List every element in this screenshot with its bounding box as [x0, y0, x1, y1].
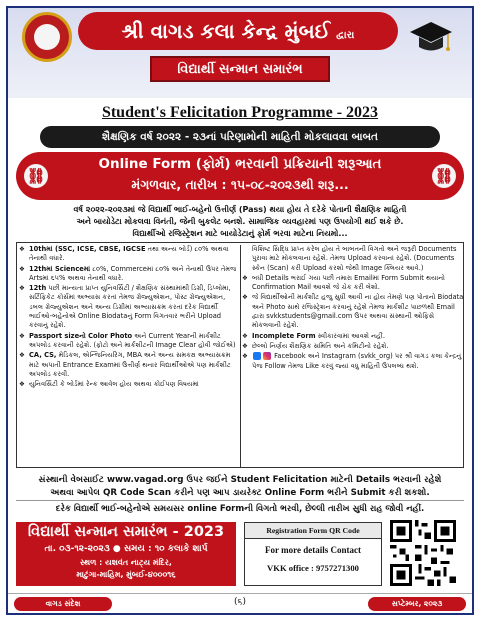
- intro-text: [18, 204, 462, 240]
- event-date-time: તા. ૦૩-૧૨-૨૦૨૩ ● સમય : ૧૦ કલાકે શાર્પ: [44, 544, 208, 554]
- info-bar: શૈક્ષણિક વર્ષ ૨૦૨૨ - ૨૩નાં પરિણામોની માહિતી મોકલાવવા બાબત: [40, 126, 440, 148]
- organization-logo: [22, 12, 72, 62]
- footer-date: સપ્ટેમ્બર, ૨૦૨૩: [368, 597, 466, 611]
- rules-box: [16, 242, 464, 468]
- website-note-line1: સંસ્થાની વેબસાઈટ www.vagad.org ઉપર જઈને Student Felicitation માટેની Details ભરવાની રહેશે: [38, 475, 442, 485]
- rule-item: ❖ 12th પછી માન્યતા પ્રાપ્ત યુનિવર્સિટી / શૈક્ષણિક સંસ્થામાંથી ડિગ્રી, ડિપ્લોમા, સર્ટિફિકેટ કોર્સમાં અભ્યાસ કરતાં તેમજ ગ્રેજ્યુએશન, પોસ્ટ ગ્રેજ્યુએશન, ડબલ ગ્રેજ્યુએશન અને અન્ય ડિગ્રીમાં અભ્યાસક્રમ કરતાં દરેક વિદ્યાર્થી ભાઈઓ-બહેનોએ Online Biodataનું Form વિગતવાર ભરીને Upload કરવાનું રહેશે.: [19, 284, 240, 330]
- ceremony-title: વિદ્યાર્થી સન્માન સમારંભ: [150, 56, 330, 82]
- instagram-icon: [263, 352, 271, 360]
- rule-item: ❖ Passport sizeનો Color Photo અને Current Yearની માર્કશીટ અપલોડ કરવાની રહેશે. (ફોટો અને માર્કશીટની Image Clear હોવી જોઈએ): [19, 332, 240, 351]
- organization-suffix: દ્વારા: [336, 29, 355, 41]
- rule-item: ❖ છેલ્લો નિર્ણય શૈક્ષણિક સમિતિ અને કમિટીનો રહેશે.: [242, 342, 464, 351]
- online-banner-line1: Online Form (ફોર્મ) ભરવાની પ્રક્રિયાની શરૂઆત: [98, 156, 382, 172]
- contact-line2: VKK office : 9757271300: [267, 563, 359, 573]
- online-form-banner: [16, 152, 464, 200]
- registration-qr-code[interactable]: [390, 520, 456, 586]
- website-note: [16, 474, 464, 500]
- intro-line1: વર્ષ ૨૦૨૨-૨૦૨૩માં જે વિદ્યાર્થી ભાઈ-બહેનો ઉત્તીર્ણ (Pass) થયા હોય તે દરેકે પોતાની શૈક્ષણિક માહિતી: [73, 205, 407, 214]
- website-note-line2: અથવા આપેલ QR Code Scan કરીને પણ આપ ડાયરેક્ટ Online Form ભરીને Submit કરી શકશો.: [50, 488, 430, 498]
- rule-item: વિશિષ્ટ સિદ્ધિ પ્રાપ્ત કરેલ હોય તે બાબતની વિગતો અને જરૂરી Documents પુરાવા માટે મોકલવાના રહેશે. તેમજ Upload કરવાનાં રહેશે. (Documents સ્કેન (Scan) કરી Upload કરશો જેથી Image ક્લિયર આવે.): [252, 245, 457, 272]
- online-banner-line2: મંગળવાર, તારીખ : ૧૫-૦૮-૨૦૨૩થી શરૂ...: [131, 177, 349, 192]
- rules-right-column: [242, 245, 464, 467]
- rule-item: ❖ બધી Details ભરાઈ ગયા પછી તમારા Emailમાં Form Submit થયાનો Confirmation Mail આવશે જે ચેક કરી લેશો.: [242, 274, 464, 293]
- rule-item: ❖ યુનિવર્સિટી કે બોર્ડમાં રેન્ક આવેલ હોય અથવા કોઈપણ વિષયમાં: [19, 380, 240, 389]
- graduation-cap-icon: [408, 16, 454, 62]
- divider: [16, 500, 464, 501]
- deadline-note: દરેક વિદ્યાર્થી ભાઈ-બહેનોએ સમયસર online Formની વિગતો ભરવી, છેલ્લી તારીખ સુધી રાહ જોવી નહીં.: [55, 504, 425, 514]
- link-icon: ⛓: [432, 164, 456, 188]
- organization-name: શ્રી વાગડ કલા કેન્દ્ર મુંબઈ: [121, 19, 331, 43]
- qr-code-caption: Registration Form QR Code: [245, 523, 381, 539]
- contact-line1: For more details Contact: [265, 545, 361, 555]
- intro-line2: અને બાયોડેટા મોકલવા વિનંતી, જેની બુકલેટ બનશે. સામાજિક વ્યવહારમાં પણ ઉપયોગી થઈ શકે છે.: [76, 217, 404, 226]
- event-box: [16, 522, 236, 586]
- organization-title: [78, 12, 398, 50]
- link-icon: ⛓: [24, 164, 48, 188]
- rule-item: ❖ જે વિદ્યાર્થીઓની માર્કશીટ હજુ સુધી આવી ના હોય તેમણે પણ પોતાનો Biodata અને Photo સાથે રજિસ્ટ્રેશન કરવાનું રહેશે તેમજ માર્કશીટ પાછળથી Email દ્વારા svkkstudents@gmail.com ઉપર અથવા સંસ્થાની ઓફિસે મોકલવાની રહેશે.: [242, 293, 464, 330]
- newsletter-page: [6, 6, 474, 615]
- header: [8, 8, 472, 98]
- rule-item: ❖ Facebook અને Instagram (svkk_org) પર શ્રી વાગડ કલા કેન્દ્રનું પેજ Follow તેમજ Like કરવું જ્યાં વધુ માહિતી ઉપલબ્ધ થશે.: [242, 352, 464, 371]
- rule-item: ❖ 10thમાં (SSC, ICSE, CBSE, IGCSE તથા અન્ય બોર્ડ) ૮૦% અથવા તેનાથી વધારે.: [19, 245, 240, 264]
- event-title: વિદ્યાર્થી સન્માન સમારંભ - 2023: [27, 524, 225, 540]
- page-footer: [8, 593, 472, 613]
- footer-publication: વાગડ સંદેશ: [14, 597, 112, 611]
- rule-item: ❖ CA, CS, મેડિકલ, એન્જિનિયરિંગ, MBA અને અન્ય સમકક્ષ અભ્યાસક્રમ માટે અપાતી Entrance Examમાં ઉત્તીર્ણ થનાર વિદ્યાર્થીઓએ પણ માર્કશીટ અપલોડ કરવી.: [19, 351, 240, 379]
- page-number: (૬): [233, 597, 247, 607]
- rule-item: ❖ 12thમાં Scienceમાં ૮૦%, Commerceમાં ૮૦% અને તેનાથી ઉપર તેમજ Artsમાં ૬૫% અથવા તેનાથી વધારે.: [19, 265, 240, 284]
- facebook-icon: [253, 352, 261, 360]
- event-venue-line1: સ્થળ : યશવંત નાટ્ય મંદિર,: [80, 558, 172, 567]
- contact-box: [244, 522, 382, 586]
- intro-line3: વિદ્યાર્થીઓ રજિસ્ટ્રેશન માટે બાયોડેટાનું ફોર્મ ભરવા માટેના નિયમો...: [132, 229, 348, 238]
- rules-left-column: [19, 245, 241, 467]
- rule-item: ❖ Incomplete Form સ્વીકારવામાં આવશે નહીં.: [242, 332, 464, 341]
- programme-title: Student's Felicitation Programme - 2023: [101, 104, 379, 121]
- event-venue-line2: માટુંગા-માહિમ, મુંબઈ-૪૦૦૦૧૬: [76, 570, 176, 579]
